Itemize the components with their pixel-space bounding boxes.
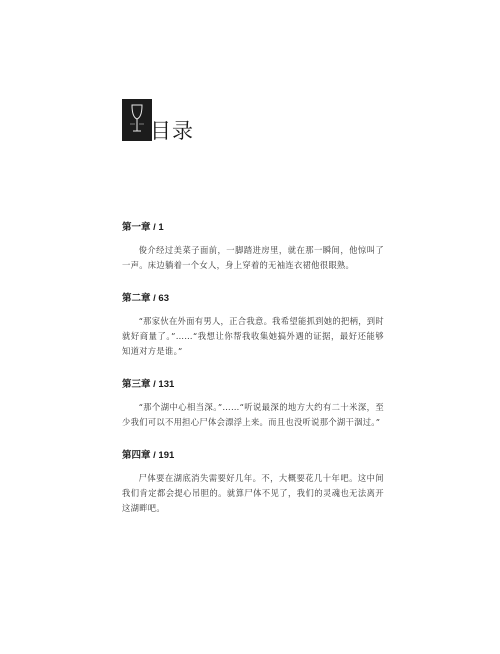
chapter-excerpt: 俊介经过美菜子面前，一脚踏进房里，就在那一瞬间，他惊叫了一声。床边躺着一个女人，身上穿着的无袖连衣裙他很眼熟。 [122,245,384,270]
chapter-excerpt: “那个湖中心相当深。”……“听说最深的地方大约有二十米深，至少我们可以不用担心尸体会漂浮上来。而且也没听说那个湖干涸过。” [122,402,384,427]
page-title: 目录 [150,119,194,143]
chapter-excerpt: 尸体要在湖底消失需要好几年。不，大概要花几十年吧。这中间我们肯定都会提心吊胆的。就算尸体不见了，我们的灵魂也无法离开这湖畔吧。 [122,473,384,513]
chapter-excerpt: “那家伙在外面有男人，正合我意。我希望能抓到她的把柄，到时就好商量了。”……“我想让你帮我收集她搞外遇的证据，最好还能够知道对方是谁。” [122,316,384,356]
toc-header [122,99,194,141]
chapter-heading[interactable]: 第三章 / 131 [122,379,175,390]
chapter-heading[interactable]: 第四章 / 191 [122,450,175,461]
toc-entry [122,222,384,273]
toc-entry [122,379,384,430]
toc-entry [122,450,384,516]
toc-entries [122,222,384,536]
toc-entry [122,293,384,359]
chapter-heading[interactable]: 第二章 / 63 [122,293,169,304]
wine-glass-icon [122,99,152,141]
chapter-heading[interactable]: 第一章 / 1 [122,222,164,233]
